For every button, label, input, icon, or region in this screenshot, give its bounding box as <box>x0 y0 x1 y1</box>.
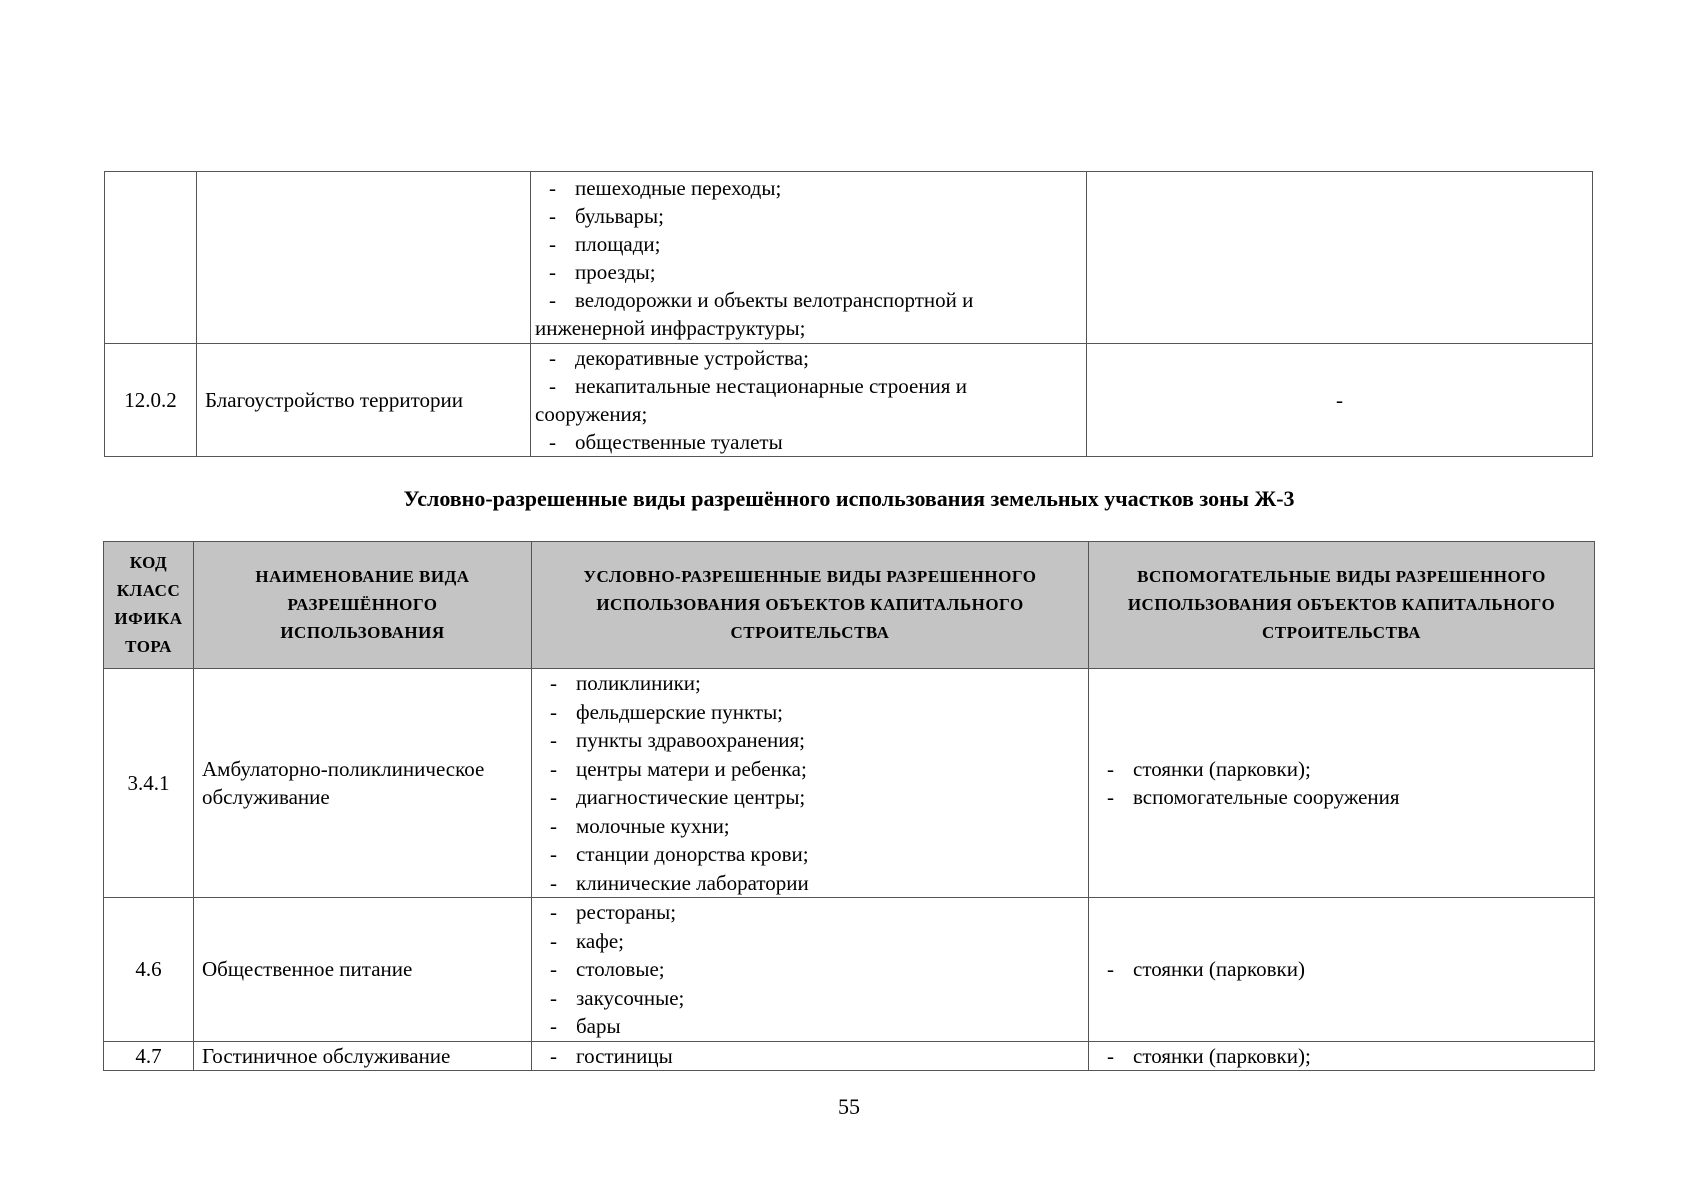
conditional-uses-cell <box>532 898 1089 1042</box>
list-item: - диагностические центры; <box>550 785 806 809</box>
name-cell: Амбулаторно-поликлиническое обслуживание <box>194 669 532 898</box>
auxiliary-uses-cell <box>1089 1041 1595 1070</box>
auxiliary-uses-cell <box>1089 898 1595 1042</box>
name-cell: Гостиничное обслуживание <box>194 1041 532 1070</box>
list-item: - декоративные устройства; <box>549 346 809 370</box>
table-row <box>104 898 1595 1042</box>
table-row <box>104 1041 1595 1070</box>
auxiliary-cell <box>1087 172 1593 344</box>
name-cell: Благоустройство территории <box>197 344 531 457</box>
zone-uses-table <box>103 541 1595 1071</box>
list-item: - вспомогательные сооружения <box>1107 785 1400 809</box>
list-item: - пешеходные переходы; <box>549 175 782 200</box>
list-item: - кафе; <box>550 928 624 953</box>
table-row <box>105 172 1593 344</box>
code-cell: 4.7 <box>104 1041 194 1070</box>
auxiliary-uses-cell <box>1089 669 1595 898</box>
list-item: - проезды; <box>549 259 656 284</box>
list-item: - клинические лаборатории <box>550 870 809 895</box>
name-cell: Общественное питание <box>194 898 532 1042</box>
list-item: - молочные кухни; <box>550 813 730 838</box>
header-name: НАИМЕНОВАНИЕ ВИДА РАЗРЕШЁННОГО ИСПОЛЬЗОВАНИЯ <box>194 542 532 669</box>
list-item: - стоянки (парковки); <box>1107 1043 1311 1068</box>
header-auxiliary: ВСПОМОГАТЕЛЬНЫЕ ВИДЫ РАЗРЕШЕННОГО ИСПОЛЬЗОВАНИЯ ОБЪЕКТОВ КАПИТАЛЬНОГО СТРОИТЕЛЬСТВА <box>1089 542 1595 669</box>
table-row <box>104 669 1595 898</box>
list-item: - бары <box>550 1014 621 1038</box>
continuation-table <box>104 171 1593 457</box>
permitted-uses-cell <box>531 172 1087 344</box>
table-row <box>105 344 1593 457</box>
list-item: - стоянки (парковки); <box>1107 756 1311 781</box>
list-item: - фельдшерские пункты; <box>550 699 784 724</box>
name-cell <box>197 172 531 344</box>
permitted-uses-cell <box>531 344 1087 457</box>
list-item: - площади; <box>549 231 661 256</box>
list-item: - закусочные; <box>550 985 685 1010</box>
list-item: - некапитальные нестационарные строения и сооружения; <box>535 374 967 426</box>
header-code: КОД КЛАСС ИФИКА ТОРА <box>104 542 194 669</box>
list-item: - гостиницы <box>550 1043 673 1068</box>
list-item: - столовые; <box>550 957 665 981</box>
code-cell: 3.4.1 <box>104 669 194 898</box>
list-item: - бульвары; <box>549 203 664 228</box>
list-item: - стоянки (парковки) <box>1107 957 1305 981</box>
code-cell: 12.0.2 <box>105 344 197 457</box>
list-item: - общественные туалеты <box>549 430 783 454</box>
conditional-uses-cell <box>532 1041 1089 1070</box>
list-item: - центры матери и ребенка; <box>550 756 807 781</box>
section-title: Условно-разрешенные виды разрешённого использования земельных участков зоны Ж-3 <box>403 486 1295 511</box>
code-cell: 4.6 <box>104 898 194 1042</box>
auxiliary-cell: - <box>1087 344 1593 457</box>
header-conditional: УСЛОВНО-РАЗРЕШЕННЫЕ ВИДЫ РАЗРЕШЕННОГО ИСПОЛЬЗОВАНИЯ ОБЪЕКТОВ КАПИТАЛЬНОГО СТРОИТЕЛЬСТВА <box>532 542 1089 669</box>
table-header-row <box>104 542 1595 669</box>
list-item: - велодорожки и объекты велотранспортной и инженерной инфраструктуры; <box>535 287 974 340</box>
code-cell <box>105 172 197 344</box>
conditional-uses-cell <box>532 669 1089 898</box>
page-number: 55 <box>838 1094 860 1119</box>
list-item: - рестораны; <box>550 900 677 924</box>
list-item: - поликлиники; <box>550 671 701 695</box>
list-item: - пункты здравоохранения; <box>550 728 805 752</box>
list-item: - станции донорства крови; <box>550 842 809 866</box>
